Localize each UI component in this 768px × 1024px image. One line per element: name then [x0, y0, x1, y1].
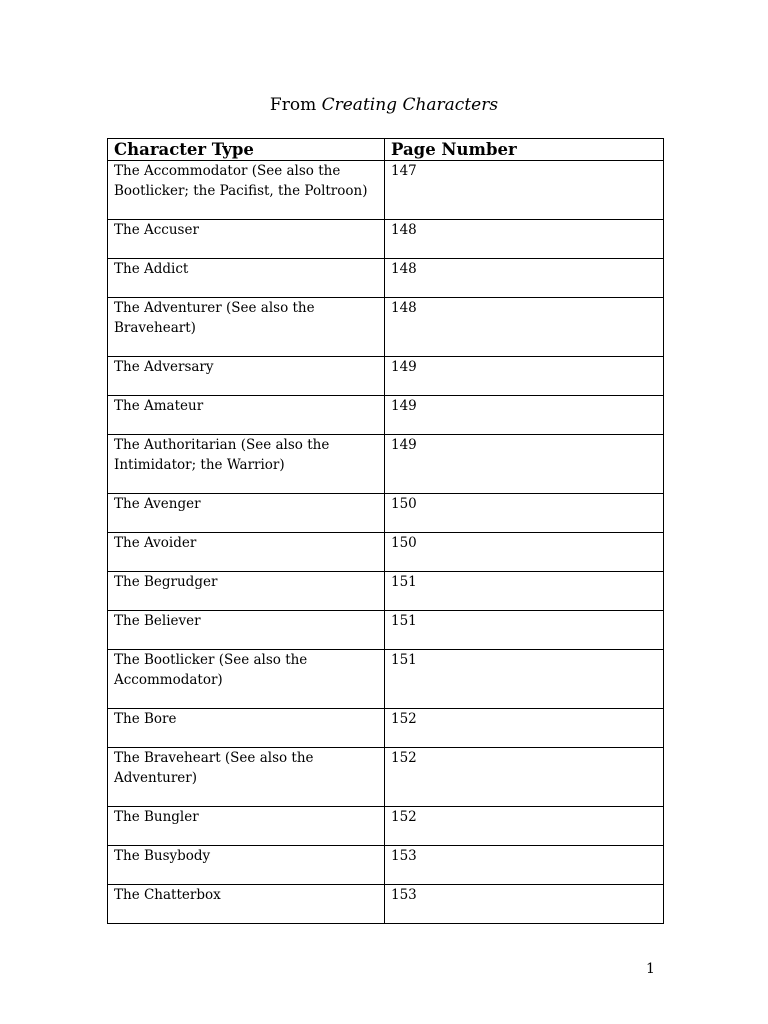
cell-page-number: 151	[385, 650, 664, 709]
cell-character-type: The Bungler	[108, 807, 385, 846]
cell-character-type: The Accommodator (See also the Bootlicker; the Pacifist, the Poltroon)	[108, 161, 385, 220]
title-prefix: From	[269, 95, 322, 115]
table-row	[108, 650, 664, 709]
table-row	[108, 611, 664, 650]
page-title	[0, 93, 768, 117]
cell-character-type: The Adversary	[108, 357, 385, 396]
cell-page-number: 152	[385, 807, 664, 846]
cell-page-number: 148	[385, 259, 664, 298]
table-row	[108, 572, 664, 611]
cell-page-number: 153	[385, 885, 664, 924]
table-row	[108, 396, 664, 435]
cell-character-type: The Busybody	[108, 846, 385, 885]
cell-character-type: The Begrudger	[108, 572, 385, 611]
header-character-type: Character Type	[108, 139, 385, 161]
cell-character-type: The Amateur	[108, 396, 385, 435]
table-row	[108, 435, 664, 494]
cell-page-number: 151	[385, 572, 664, 611]
cell-page-number: 148	[385, 298, 664, 357]
cell-page-number: 148	[385, 220, 664, 259]
header-page-number: Page Number	[385, 139, 664, 161]
table-row	[108, 259, 664, 298]
cell-page-number: 152	[385, 709, 664, 748]
table-row	[108, 533, 664, 572]
table-row	[108, 357, 664, 396]
cell-page-number: 147	[385, 161, 664, 220]
cell-character-type: The Avoider	[108, 533, 385, 572]
cell-character-type: The Bore	[108, 709, 385, 748]
cell-character-type: The Believer	[108, 611, 385, 650]
cell-character-type: The Accuser	[108, 220, 385, 259]
table-row	[108, 161, 664, 220]
cell-page-number: 149	[385, 396, 664, 435]
cell-character-type: The Addict	[108, 259, 385, 298]
cell-page-number: 149	[385, 357, 664, 396]
cell-character-type: The Braveheart (See also the Adventurer)	[108, 748, 385, 807]
cell-character-type: The Authoritarian (See also the Intimidator; the Warrior)	[108, 435, 385, 494]
cell-character-type: The Adventurer (See also the Braveheart)	[108, 298, 385, 357]
table-row	[108, 298, 664, 357]
table-row	[108, 846, 664, 885]
table-row	[108, 220, 664, 259]
footer-page-number: 1	[646, 961, 655, 977]
title-book-name: Creating Characters	[321, 95, 499, 115]
cell-page-number: 150	[385, 494, 664, 533]
cell-page-number: 149	[385, 435, 664, 494]
table-row	[108, 494, 664, 533]
table-row	[108, 709, 664, 748]
character-table	[107, 138, 664, 924]
cell-page-number: 153	[385, 846, 664, 885]
table-header-row	[108, 139, 664, 161]
cell-character-type: The Avenger	[108, 494, 385, 533]
cell-page-number: 150	[385, 533, 664, 572]
table-row	[108, 807, 664, 846]
cell-page-number: 152	[385, 748, 664, 807]
cell-character-type: The Chatterbox	[108, 885, 385, 924]
cell-page-number: 151	[385, 611, 664, 650]
table-row	[108, 748, 664, 807]
table-row	[108, 885, 664, 924]
cell-character-type: The Bootlicker (See also the Accommodator)	[108, 650, 385, 709]
